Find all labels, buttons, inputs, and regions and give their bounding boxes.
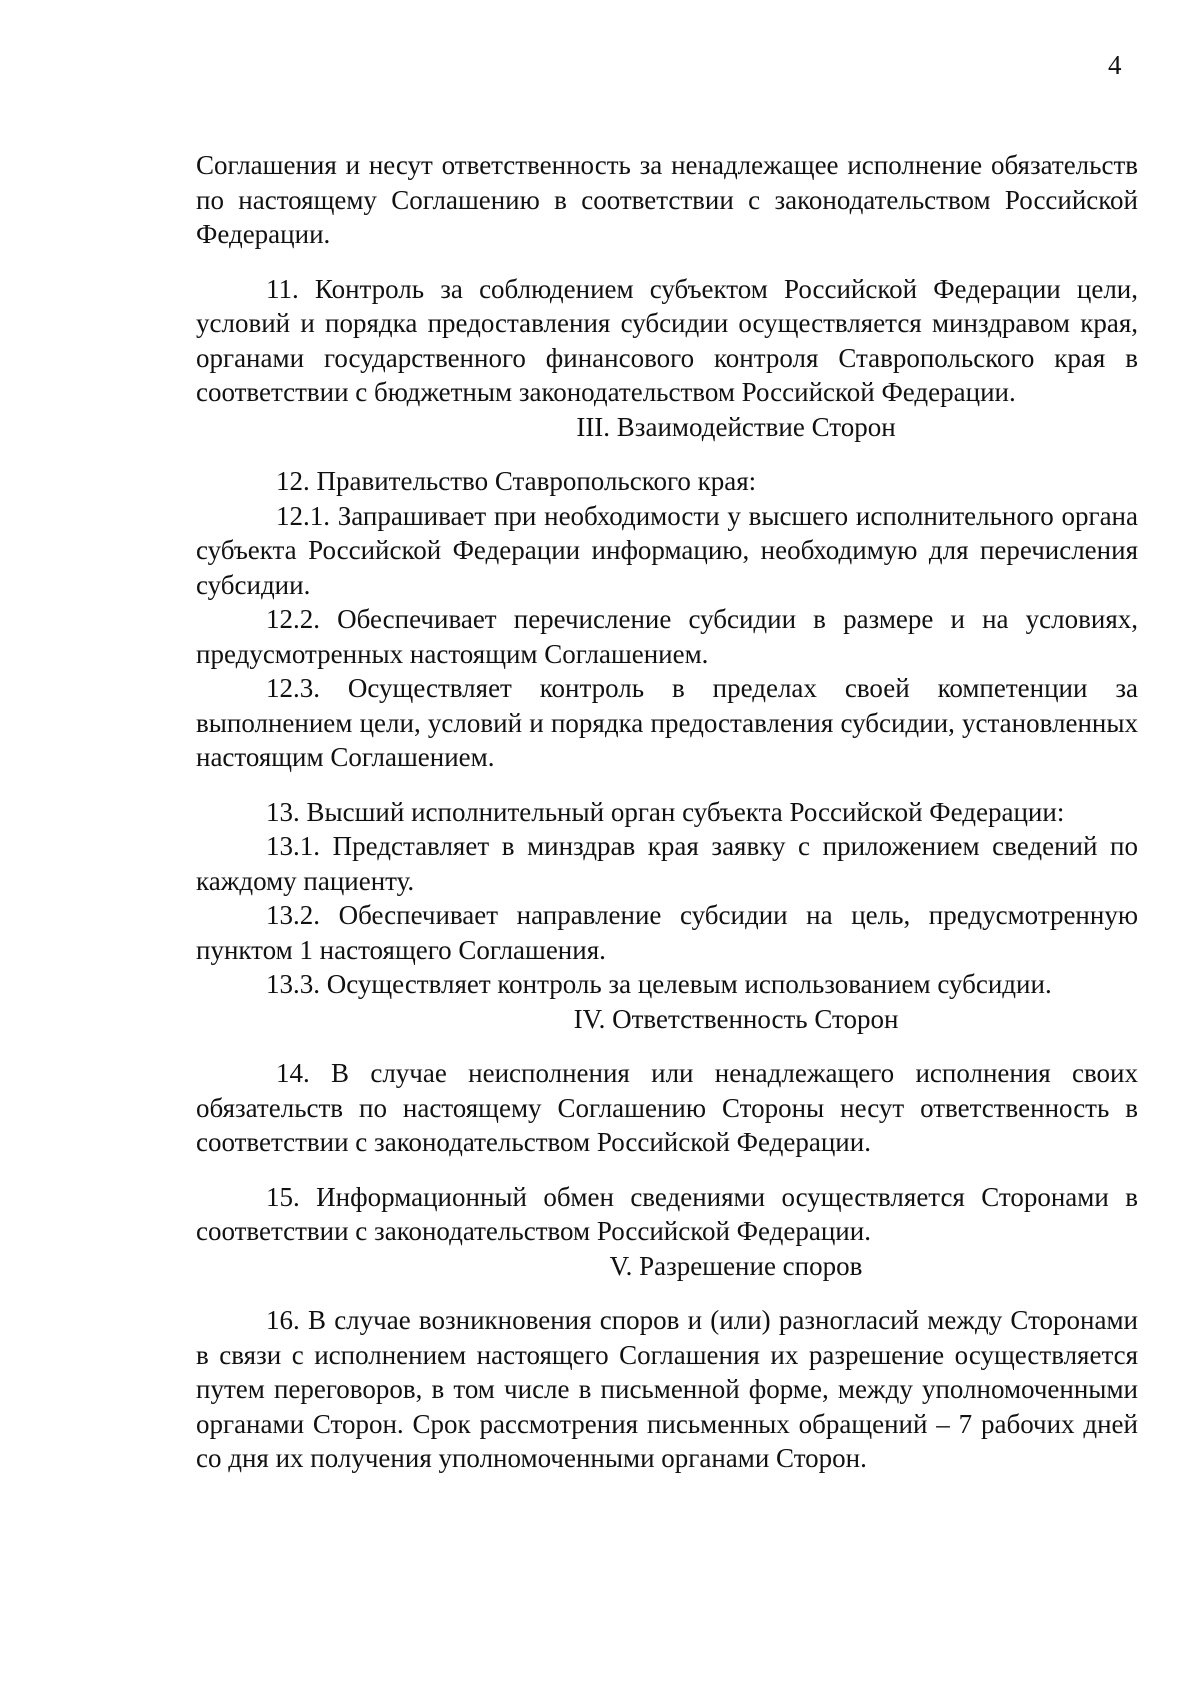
paragraph-11: 11. Контроль за соблюдением субъектом Российской Федерации цели, условий и порядка предоставления субсидии осуществляется минздравом края, органами государственного финансового контроля Ставропольского края в соответствии с бюджетным законодательством Российской Федерации.	[196, 273, 1138, 407]
paragraph-12-2: 12.2. Обеспечивает перечисление субсидии в размере и на условиях, предусмотренных настоящим Соглашением.	[196, 604, 1138, 669]
paragraph-13-3: 13.3. Осуществляет контроль за целевым использованием субсидии.	[266, 969, 1052, 999]
paragraph-14: 14. В случае неисполнения или ненадлежащего исполнения своих обязательств по настоящему Соглашению Стороны несут ответственность в соответствии с законодательством Российской Федерации.	[196, 1058, 1138, 1157]
paragraph-13: 13. Высший исполнительный орган субъекта Российской Федерации:	[266, 796, 1065, 827]
document-body	[196, 148, 1138, 1476]
section-heading-3: III. Взаимодействие Сторон	[576, 411, 896, 442]
paragraph-intro: Соглашения и несут ответственность за ненадлежащее исполнение обязательств по настоящему Соглашению в соответствии с законодательством Российской Федерации.	[196, 150, 1138, 249]
paragraph-12-3: 12.3. Осуществляет контроль в пределах своей компетенции за выполнением цели, условий и порядка предоставления субсидии, установленных настоящим Соглашением.	[196, 673, 1138, 772]
paragraph-12-1: 12.1. Запрашивает при необходимости у высшего исполнительного органа субъекта Российской Федерации информацию, необходимую для перечисления субсидии.	[196, 500, 1138, 600]
paragraph-12: 12. Правительство Ставропольского края:	[276, 466, 757, 496]
paragraph-16: 16. В случае возникновения споров и (или) разногласий между Сторонами в связи с исполнением настоящего Соглашения их разрешение осуществляется путем переговоров, в том числе в письменной форме, между уполномоченными органами Сторон. Срок рассмотрения письменных обращений – 7 рабочих дней со дня их получения уполномоченными органами Сторон.	[196, 1305, 1138, 1473]
paragraph-13-1: 13.1. Представляет в минздрав края заявку с приложением сведений по каждому пациенту.	[196, 831, 1138, 896]
section-heading-4: IV. Ответственность Сторон	[573, 1003, 899, 1034]
paragraph-15: 15. Информационный обмен сведениями осуществляется Сторонами в соответствии с законодательством Российской Федерации.	[196, 1181, 1138, 1246]
page-number: 4	[1108, 50, 1122, 80]
section-heading-5: V. Разрешение споров	[609, 1250, 863, 1281]
paragraph-13-2: 13.2. Обеспечивает направление субсидии на цель, предусмотренную пунктом 1 настоящего Соглашения.	[196, 900, 1138, 965]
